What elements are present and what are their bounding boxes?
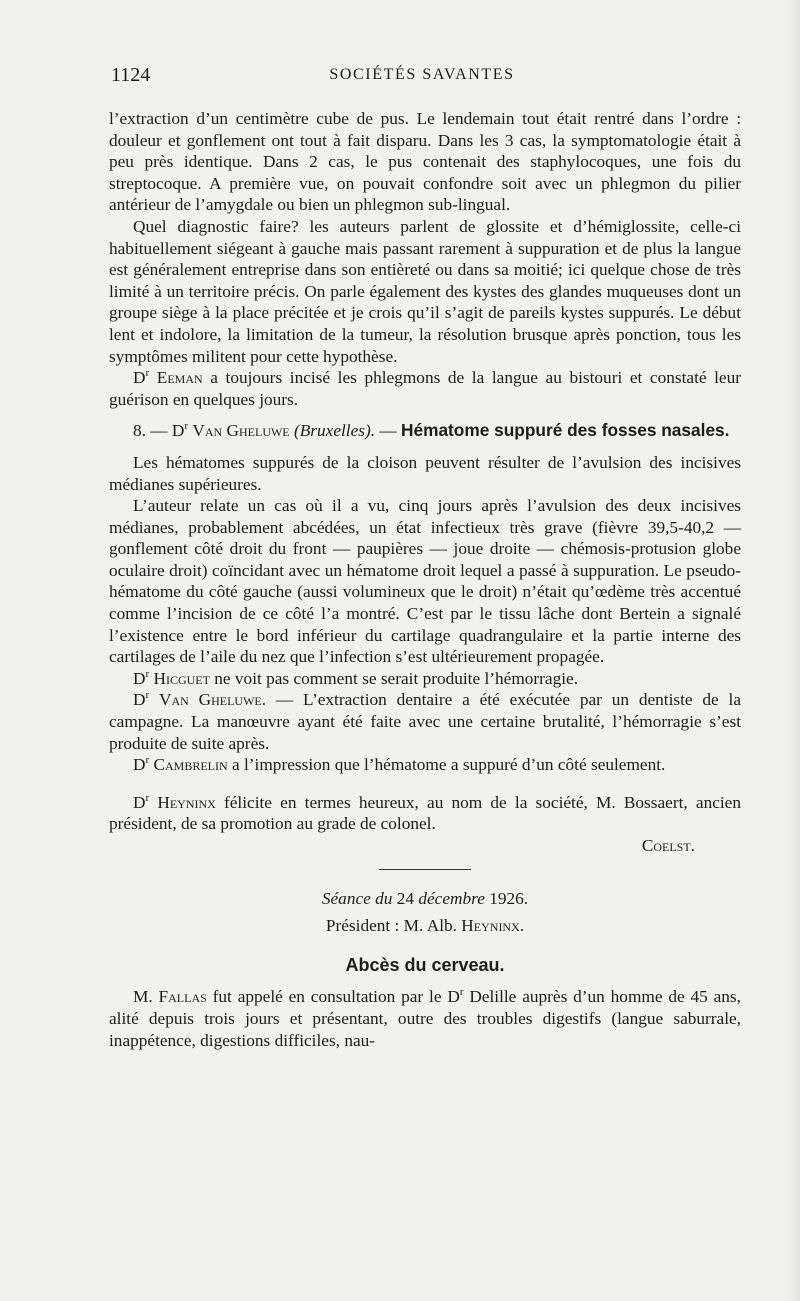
session-president: Président : M. Alb. Heyninx. [325,916,525,936]
author-name: Eeman [156,368,203,388]
section-8-heading: 8. — $D^r$ Van Gheluwe (Bruxelles). — Hématome suppuré des fosses nasales. [133,420,730,441]
page-number: 1124 [111,64,151,86]
paragraph-fallas: M. Fallas fut appelé en consultation par le $D^r$ Delille auprès d’un homme de 45 ans, alité depuis trois jours et présentant, outre des troubles digestifs (langue saburrale, inappétence, digestions difficiles, nau- [109,986,741,1050]
paragraph-cambrelin: $D^r$ Cambrelin a l’impression que l’hématome a suppuré d’un côté seulement. [133,754,666,775]
author-name: Fallas [158,987,207,1007]
paragraph-heyninx: $D^r$ Heyninx félicite en termes heureux, au nom de la société, M. Bossaert, ancien président, de sa promotion au grade de colonel. [109,792,741,834]
paragraph-eeman: $D^r$ Eeman a toujours incisé les phlegmons de la langue au bistouri et constaté leur guérison en quelques jours. [109,367,742,409]
author-name: Van Gheluwe [158,690,262,710]
body-text [109,108,741,1051]
city: (Bruxelles). [293,421,376,441]
author-name: Van Gheluwe [192,421,290,441]
heading-abces-du-cerveau: Abcès du cerveau. [345,954,505,975]
signature: Coelst. [641,836,695,855]
session-date: Séance du 24 décembre 1926. [321,888,529,908]
divider-rule [379,869,471,870]
section-title: Hématome suppuré des fosses nasales. [400,420,730,441]
paragraph-continuation: l’extraction d’un centimètre cube de pus. Le lendemain tout était rentré dans l’ordre : douleur et gonflement ont tout à fait disparu. Dans les 3 cas, la symptomatologie était à peu près identique. Dans 2 cas, le pus contenait des staphylocoques, une fois du streptocoque. A première vue, on pouvait confondre soit avec un phlegmon du pilier antérieur de l’amygdale ou bien un phlegmon sub-lingual. [109,109,741,215]
paragraph-hematomes: Les hématomes suppurés de la cloison peuvent résulter de l’avulsion des incisives médianes supérieures. [109,452,741,494]
author-name: Heyninx. [461,916,525,936]
paragraph-case-report: L’auteur relate un cas où il a vu, cinq jours après l’avulsion des deux incisives médianes, probablement abcédées, un état infectieux très grave (fièvre 39,5-40,2 — gonflement côté droit du front — paupières — joue droite — chémosis-protusion globe oculaire droit) coïncidant avec un hématome droit lequel a passé à suppuration. Le pseudo-hématome du côté gauche (aussi volumineux que le droit) n’était qu’œdème très accentué comme l’incision de ce côté l’a montré. C’est par le tissu lâche dont Bertein a signalé l’existence entre le bord inférieur du cartilage quadrangulaire et la partie interne des cartilages de l’aile du nez que l’infection s’est ultérieurement propagée. [109,496,741,667]
paragraph-van-gheluwe: $D^r$ Van Gheluwe. — L’extraction dentaire a été exécutée par un dentiste de la campagne. La manœuvre ayant été faite avec une certaine brutalité, l’hémorragie s’est produite de suite après. [109,689,741,753]
author-name: Heyninx [157,792,216,812]
running-head: SOCIÉTÉS SAVANTES [329,66,515,83]
page-header [111,64,733,90]
paragraph-hicguet: $D^r$ Hicguet ne voit pas comment se serait produite l’hémorragie. [133,668,579,688]
paragraph-diagnosis: Quel diagnostic faire? les auteurs parlent de glossite et d’hémiglossite, celle-ci habituellement siégeant à gauche mais passant rarement à suppuration et de plus la langue est généralement entreprise dans son entièreté ou dans sa moitié; ici quelque chose de très limité à un territoire précis. On parle également des kystes des glandes muqueuses dont un groupe siège à la place précitée et je crois qu’il s’agit de pareils kystes suppurés. Le début lent et indolore, la limitation de la tumeur, la résolution brusque après ponction, tous les symptômes militent pour cette hypothèse. [109,216,741,366]
author-name: Hicguet [153,668,210,688]
author-name: Cambrelin [153,755,228,775]
page-spine-shadow [786,0,800,1301]
